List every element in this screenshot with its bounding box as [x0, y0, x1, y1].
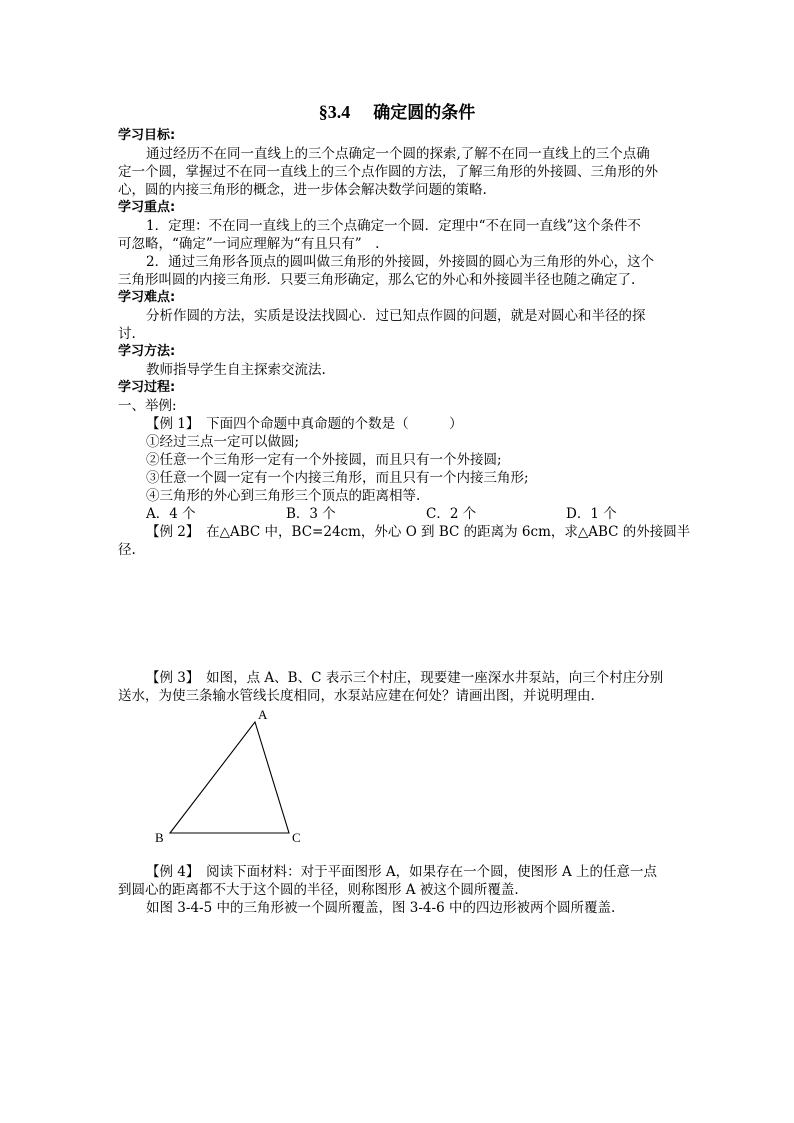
key-points-line: 2．通过三角形各顶点的圆叫做三角形的外接圆，外接圆的圆心为三角形的外心，这个	[146, 254, 655, 270]
example1-statement: ④三角形的外心到三角形三个顶点的距离相等.	[146, 488, 421, 504]
method-heading: 学习方法:	[118, 344, 176, 359]
key-points-line: 可忽略，“确定”一词应理解为“有且只有” .	[118, 236, 380, 252]
difficulties-heading: 学习难点:	[118, 290, 176, 305]
example4-line: 到圆心的距离都不大于这个圆的半径，则称图形 A 被这个圆所覆盖.	[118, 882, 519, 898]
section-title: 确定圆的条件	[373, 103, 476, 123]
vertex-label-a: A	[258, 707, 268, 722]
process-heading: 学习过程:	[118, 380, 176, 395]
triangle-abc	[170, 722, 289, 833]
example1-question: 【例 1】 下面四个命题中真命题的个数是（ ）	[146, 416, 463, 432]
vertex-label-b: B	[155, 830, 164, 845]
example4-line: 如图 3-4-5 中的三角形被一个圆所覆盖，图 3-4-6 中的四边形被两个圆所覆盖.	[146, 900, 616, 916]
example1-statement: ③任意一个圆一定有一个内接三角形，而且只有一个内接三角形;	[146, 470, 529, 486]
example2-line: 【例 2】 在△ABC 中，BC=24cm，外心 O 到 BC 的距离为 6cm，求△ABC 的外接圆半	[146, 524, 691, 540]
example4-line: 【例 4】 阅读下面材料：对于平面图形 A，如果存在一个圆，使图形 A 上的任意一点	[146, 864, 658, 880]
key-points-line: 三角形叫圆的内接三角形．只要三角形确定，那么它的外心和外接圆半径也随之确定了.	[118, 272, 636, 288]
objectives-line: 通过经历不在同一直线上的三个点确定一个圆的探索,了解不在同一直线上的三个点确	[146, 146, 650, 162]
example1-option-d: D．1 个	[566, 506, 617, 522]
example1-option-a: A．4 个	[146, 506, 196, 522]
example1-option-b: B．3 个	[286, 506, 336, 522]
example3-line: 【例 3】 如图，点 A、B、C 表示三个村庄，现要建一座深水井泵站，向三个村庄分别	[146, 670, 664, 686]
example1-statement: ②任意一个三角形一定有一个外接圆，而且只有一个外接圆;	[146, 452, 502, 468]
key-points-line: 1．定理：不在同一直线上的三个点确定一个圆．定理中“不在同一直线”这个条件不	[146, 218, 641, 234]
key-points-heading: 学习重点:	[118, 200, 176, 215]
objectives-line: 心，圆的内接三角形的概念，进一步体会解决数学问题的策略.	[118, 182, 487, 198]
example2-line: 径.	[118, 542, 136, 558]
vertex-label-c: C	[292, 830, 301, 845]
section-number: §3.4	[318, 102, 351, 122]
difficulties-line: 讨.	[118, 326, 136, 342]
process-subheading: 一、举例:	[118, 398, 177, 414]
difficulties-line: 分析作圆的方法，实质是设法找圆心．过已知点作圆的问题，就是对圆心和半径的探	[146, 308, 646, 324]
method-line: 教师指导学生自主探索交流法.	[146, 362, 326, 378]
example1-option-c: C．2 个	[426, 506, 477, 522]
example3-line: 送水，为使三条输水管线长度相同，水泵站应建在何处？请画出图，并说明理由.	[118, 688, 595, 704]
objectives-heading: 学习目标:	[118, 128, 176, 143]
objectives-line: 定一个圆，掌握过不在同一直线上的三个点作圆的方法，了解三角形的外接圆、三角形的外	[118, 164, 658, 180]
example1-statement: ①经过三点一定可以做圆;	[146, 434, 300, 450]
